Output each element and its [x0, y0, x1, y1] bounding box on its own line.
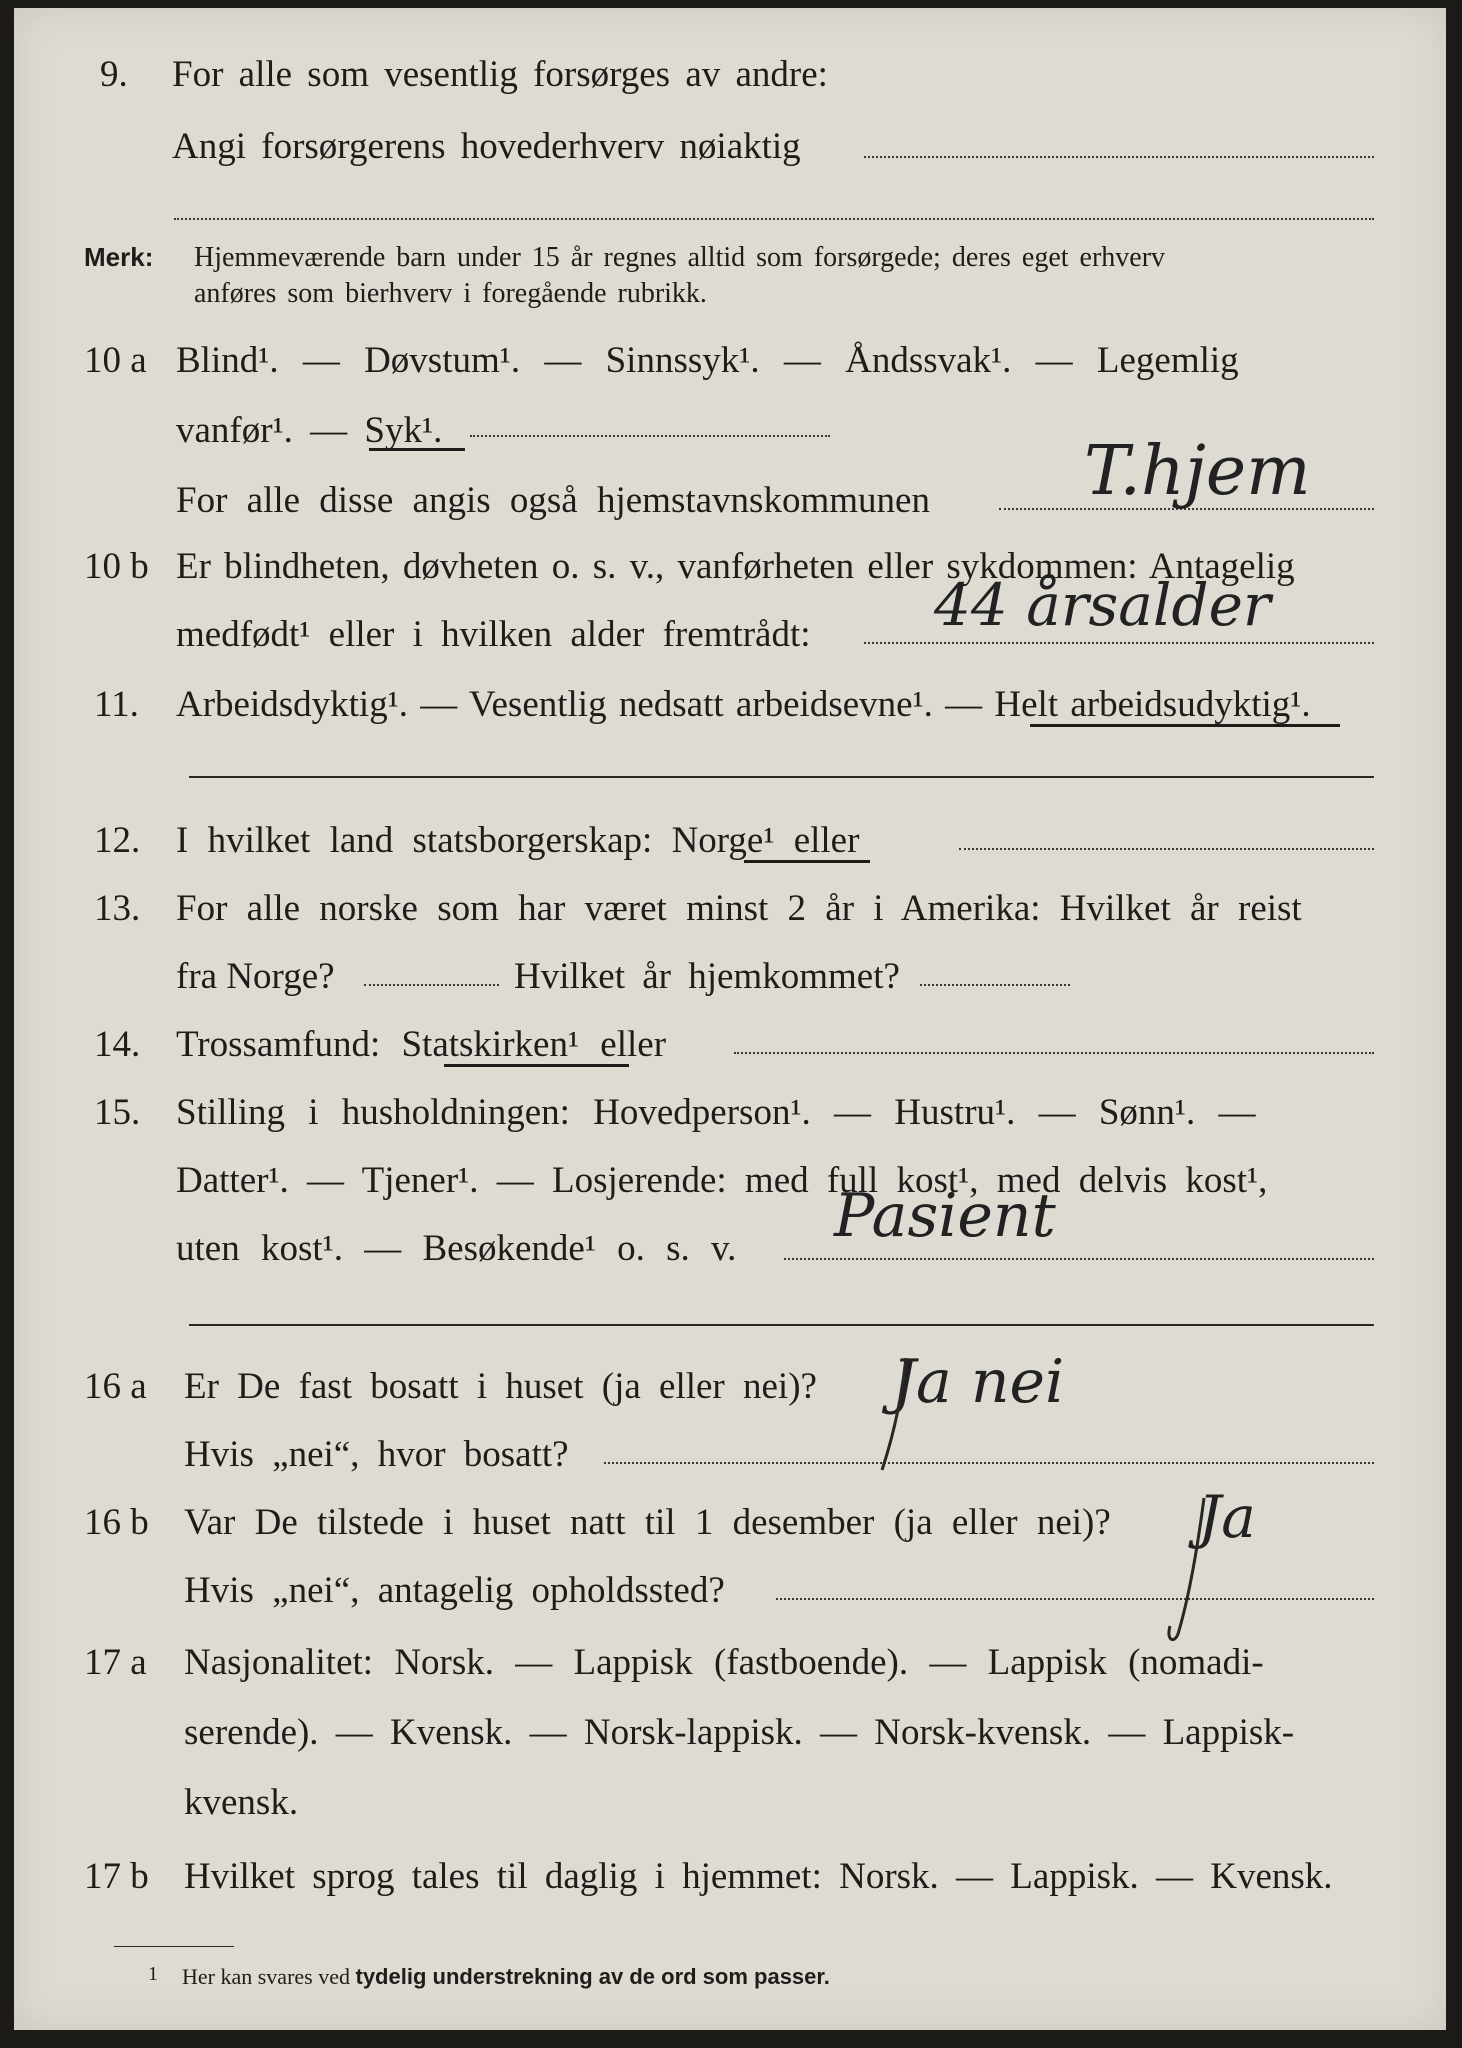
q10a-handwritten-answer: T.hjem — [1084, 432, 1311, 511]
q13-question-line2b: Hvilket år hjemkommet? — [514, 956, 900, 997]
q16a-question-line1: Er De fast bosatt i huset (ja eller nei)? — [184, 1366, 817, 1407]
q17a-number: 17 a — [84, 1642, 147, 1683]
q10b-handwritten-answer: 44 årsalder — [934, 571, 1271, 639]
q10a-question-line3: For alle disse angis også hjemstavnskommunen — [176, 480, 930, 521]
q14-number: 14. — [94, 1024, 141, 1065]
q17b-question-line1: Hvilket sprog tales til daglig i hjemmet: Norsk. — Lappisk. — Kvensk. — [184, 1856, 1333, 1897]
q16b-handwritten-answer: Ja — [1198, 1483, 1256, 1551]
q10b-answer-line[interactable] — [864, 642, 1374, 644]
q9-question-line1: For alle som vesentlig forsørges av andre: — [172, 54, 828, 95]
q12-question-line1: I hvilket land statsborgerskap: Norge¹ eller — [176, 820, 860, 861]
q16a-question-line2: Hvis „nei“, hvor bosatt? — [184, 1434, 569, 1475]
merk-label: Merk: — [84, 242, 154, 272]
q16a-residence-line[interactable] — [604, 1462, 1374, 1464]
q17a-question-line3: kvensk. — [184, 1782, 299, 1823]
q15-handwritten-answer: Pasient — [834, 1181, 1056, 1251]
q10a-question-line2: vanfør¹. — Syk¹. — [176, 410, 443, 451]
q13-question-line2: fra Norge? — [176, 956, 335, 997]
footnote-mark: 1 — [148, 1963, 158, 1985]
q10b-number: 10 b — [84, 546, 149, 587]
q10a-answer-line[interactable] — [470, 435, 830, 437]
q10b-question-line2: medfødt¹ eller i hvilken alder fremtrådt: — [176, 614, 811, 655]
footnote-text-plain: Her kan svares ved — [182, 1964, 350, 1989]
q16a-pen-stroke — [876, 1354, 916, 1474]
q9-answer-line[interactable] — [864, 156, 1374, 158]
q13-question-line1: For alle norske som har været minst 2 år i Amerika: Hvilket år reist — [176, 888, 1302, 929]
q9-answer-line-2[interactable] — [174, 218, 1374, 220]
underline-statskirken — [444, 1064, 629, 1067]
q16a-handwritten-answer: Ja nei — [892, 1347, 1065, 1417]
q16b-stay-line[interactable] — [776, 1598, 1374, 1600]
underline-norge — [744, 860, 870, 863]
q14-answer-line[interactable] — [734, 1052, 1374, 1054]
q15-question-line1: Stilling i husholdningen: Hovedperson¹. — Hustru¹. — Sønn¹. — — [176, 1092, 1256, 1133]
underline-helt-arbeidsudyktig — [1030, 724, 1340, 727]
q11-number: 11. — [94, 684, 139, 725]
merk-line2: anføres som bierhverv i foregående rubrikk. — [194, 278, 707, 309]
section-divider-2 — [189, 1324, 1374, 1326]
underline-syk — [369, 448, 465, 451]
q15-question-line3: uten kost¹. — Besøkende¹ o. s. v. — [176, 1228, 737, 1269]
q11-question-line1: Arbeidsdyktig¹. — Vesentlig nedsatt arbeidsevne¹. — Helt arbeidsudyktig¹. — [176, 684, 1311, 725]
q16a-number: 16 a — [84, 1366, 147, 1407]
section-divider-1 — [189, 776, 1374, 778]
q13-returned-line[interactable] — [920, 984, 1070, 986]
footnote-text-bold: tydelig understrekning av de ord som passer. — [355, 1964, 830, 1989]
q9-number: 9. — [100, 54, 128, 95]
q15-answer-line[interactable] — [784, 1258, 1374, 1260]
q17b-number: 17 b — [84, 1856, 149, 1897]
q16b-pen-stroke — [1164, 1494, 1214, 1644]
merk-line1: Hjemmeværende barn under 15 år regnes alltid som forsørgede; deres eget erhverv — [194, 242, 1166, 273]
q10a-question-line1: Blind¹. — Døvstum¹. — Sinnssyk¹. — Åndssvak¹. — Legemlig — [176, 340, 1239, 381]
footnote-text — [182, 1966, 830, 1988]
q15-question-line2: Datter¹. — Tjener¹. — Losjerende: med full kost¹, med delvis kost¹, — [176, 1160, 1268, 1201]
q9-question-line2: Angi forsørgerens hovederhverv nøiaktig — [172, 126, 801, 167]
q14-question-line1: Trossamfund: Statskirken¹ eller — [176, 1024, 667, 1065]
footnote-rule — [114, 1946, 234, 1947]
q12-number: 12. — [94, 820, 141, 861]
q16b-number: 16 b — [84, 1502, 149, 1543]
q16b-question-line2: Hvis „nei“, antagelig opholdssted? — [184, 1570, 725, 1611]
q17a-question-line1: Nasjonalitet: Norsk. — Lappisk (fastboende). — Lappisk (nomadi- — [184, 1642, 1264, 1683]
q13-left-norway-line[interactable] — [364, 984, 499, 986]
q10b-question-line1: Er blindheten, døvheten o. s. v., vanførheten eller sykdommen: Antagelig — [176, 546, 1295, 587]
q13-number: 13. — [94, 888, 141, 929]
q15-number: 15. — [94, 1092, 141, 1133]
q17a-question-line2: serende). — Kvensk. — Norsk-lappisk. — Norsk-kvensk. — Lappisk- — [184, 1712, 1295, 1753]
q10a-number: 10 a — [84, 340, 147, 381]
census-form-page — [14, 8, 1446, 2030]
q16b-question-line1: Var De tilstede i huset natt til 1 desember (ja eller nei)? — [184, 1502, 1111, 1543]
q12-answer-line[interactable] — [959, 848, 1374, 850]
